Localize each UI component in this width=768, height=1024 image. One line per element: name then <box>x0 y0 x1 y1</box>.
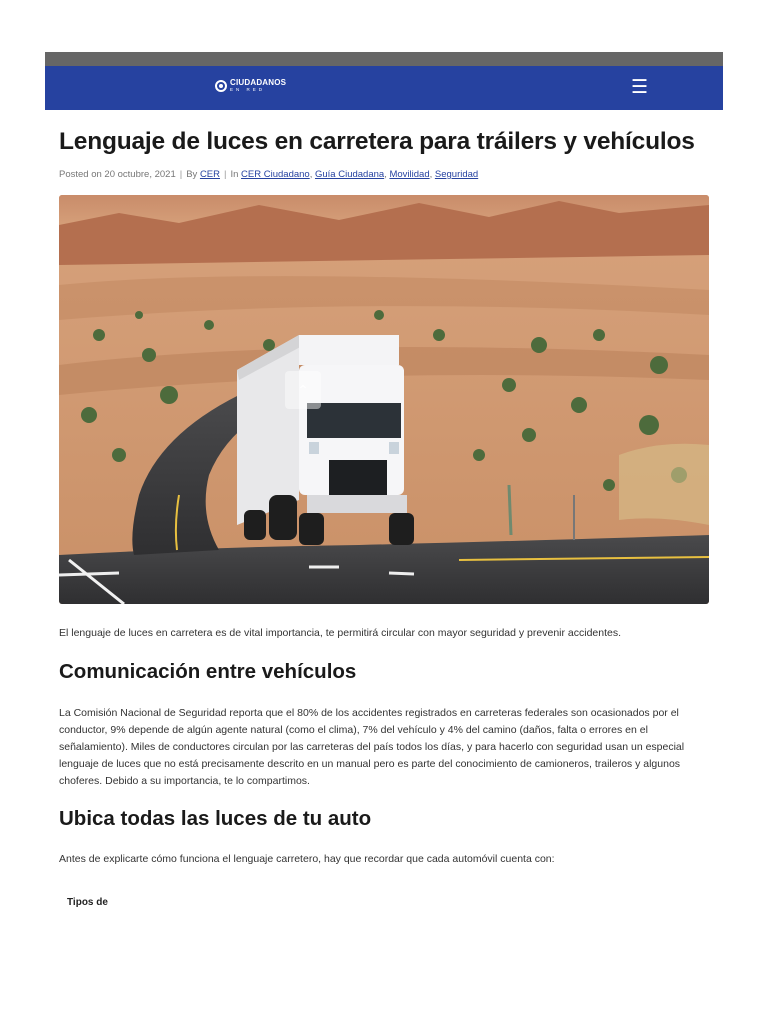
author-link[interactable]: CER <box>199 169 220 180</box>
site-header <box>45 52 723 110</box>
logo-sub-text: EN RED <box>230 87 266 92</box>
chevron-up-icon: ⌃ <box>297 381 309 398</box>
section-heading-comunicacion: Comunicación entre vehículos <box>59 660 357 683</box>
truck-on-highway-image <box>59 195 709 604</box>
post-meta: Posted on 20 octubre, 2021 | By CER | In CER Ciudadano, Guía Ciudadana, Movilidad, Seguridad <box>59 169 479 180</box>
section-paragraph-comunicacion: La Comisión Nacional de Seguridad reporta que el 80% de los accidentes registrados en carreteras federales son ocasionados por el conductor, 9% depende de algún agente natural (como el clima), 7% del vehículo y 4% del camino (daños, falta o errores en el señalamiento). Miles de conductores circulan por las carreteras del país todos los días, y para hacerlo con seguridad usan un especial lenguaje de luces que no está precisamente descrito en un manual pero es parte del conocimiento de camioneros, traileros y algunos choferes. Debido a su importancia, te lo compartimos. <box>59 707 685 787</box>
in-label: In <box>230 169 239 180</box>
intro-paragraph: El lenguaje de luces en carretera es de vital importancia, te permitirá circular con mayor seguridad y prevenir accidentes. <box>59 627 622 639</box>
section-paragraph-luces: Antes de explicarte cómo funciona el lenguaje carretero, hay que recordar que cada automóvil cuenta con: <box>59 853 555 865</box>
category-link-guia-ciudadana[interactable]: Guía Ciudadana <box>314 169 385 180</box>
posted-date: Posted on 20 octubre, 2021 <box>59 169 176 180</box>
scroll-to-top-button[interactable] <box>285 371 321 409</box>
hamburger-menu-icon[interactable]: ☰ <box>631 77 649 98</box>
by-label: By <box>186 169 198 180</box>
top-strip <box>45 52 723 66</box>
table-header-tipos: Tipos de <box>67 897 108 908</box>
article-title: Lenguaje de luces en carretera para tráilers y vehículos <box>59 128 695 155</box>
hero-image <box>59 195 709 604</box>
category-link-seguridad[interactable]: Seguridad <box>434 169 479 180</box>
section-heading-luces: Ubica todas las luces de tu auto <box>59 807 372 830</box>
category-link-movilidad[interactable]: Movilidad <box>389 169 430 180</box>
site-logo[interactable] <box>215 79 286 93</box>
logo-main-text: CIUDADANOS <box>230 78 287 87</box>
logo-icon <box>215 80 227 92</box>
category-link-cer-ciudadano[interactable]: CER Ciudadano <box>241 169 310 180</box>
navbar <box>45 66 723 110</box>
